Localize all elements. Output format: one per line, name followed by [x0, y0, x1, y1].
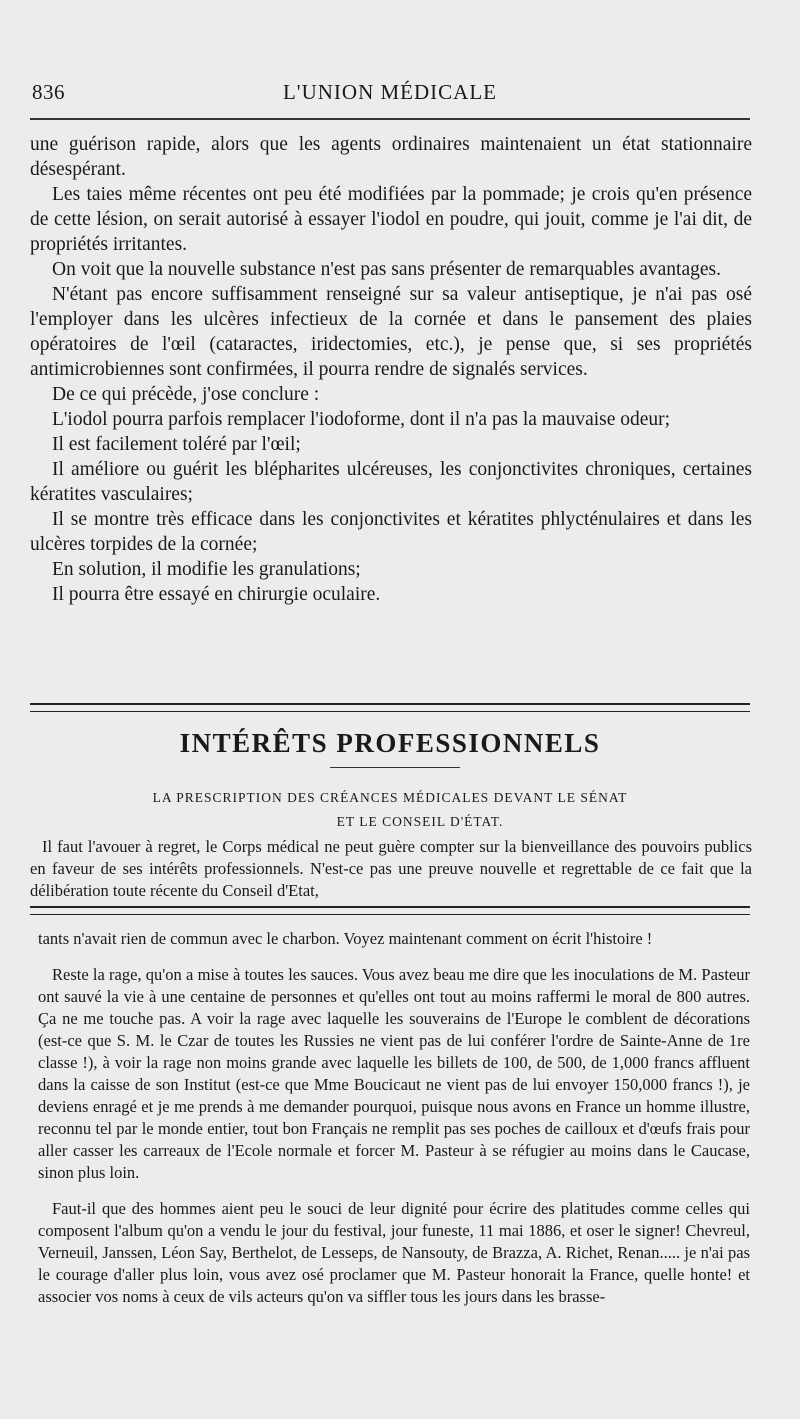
section-subtitle: LA PRESCRIPTION DES CRÉANCES MÉDICALES DEVANT LE SÉNAT [152, 790, 628, 805]
page-header [30, 80, 750, 110]
paragraph: Reste la rage, qu'on a mise à toutes les sauces. Vous avez beau me dire que les inoculations de M. Pasteur ont sauvé la vie à une centaine de personnes et qu'elles ont tout au moins raffermi le moral de 800 autres. Ça ne me touche pas. A voir la rage avec laquelle les souverains de l'Europe le comblent de décorations (est-ce que S. M. le Czar de toutes les Russies ne vient pas de lui conférer l'ordre de Sainte-Anne de 1re classe !), à voir la rage non moins grande avec laquelle les billets de 100, de 500, de 1,000 francs affluent dans la caisse de son Institut (est-ce que Mme Boucicaut ne vient pas de lui envoyer 150,000 francs !), je deviens enragé et je me prends à me demander pourquoi, puisque nous avons en France un homme illustre, reconnu tel par le monde entier, tout bon Français ne remplit pas ses poches de cailloux et d'œufs frais pour aller casser les carreaux de l'Ecole normale et forcer M. Pasteur à se réfugier au moins dans le Caucase, sinon plus loin. [38, 965, 750, 1182]
conclusion-item: Il améliore ou guérit les blépharites ulcéreuses, les conjonctivites chroniques, certaines kératites vasculaires; [30, 459, 752, 505]
conclusion-item: En solution, il modifie les granulations; [52, 559, 361, 580]
paragraph: Les taies même récentes ont peu été modifiées par la pommade; je crois qu'en présence de cette lésion, on serait autorisé à essayer l'iodol en poudre, qui jouit, comme je l'ai dit, de propriétés irritantes. [30, 184, 752, 255]
section-divider [30, 703, 750, 712]
conclusion-item: L'iodol pourra parfois remplacer l'iodoforme, dont il n'a pas la mauvaise odeur; [52, 409, 671, 430]
paragraph: Il faut l'avouer à regret, le Corps médical ne peut guère compter sur la bienveillance des pouvoirs publics en faveur de ses intérêts professionnels. N'est-ce pas une preuve nouvelle et regrettable de ce fait que la délibération toute récente du Conseil d'Etat, [30, 837, 752, 900]
page-number: 836 [32, 80, 65, 104]
feuilleton-body [38, 928, 750, 1322]
section-title: INTÉRÊTS PROFESSIONNELS [179, 728, 601, 758]
title-underline [330, 767, 460, 768]
section-subtitle-line2: ET LE CONSEIL D'ÉTAT. [336, 814, 504, 829]
feuilleton-divider [30, 906, 750, 915]
paragraph: On voit que la nouvelle substance n'est pas sans présenter de remarquables avantages. [52, 259, 721, 280]
paragraph: tants n'avait rien de commun avec le charbon. Voyez maintenant comment on écrit l'histoire ! [38, 929, 653, 948]
conclusion-item: Il est facilement toléré par l'œil; [52, 434, 301, 455]
header-rule [30, 118, 750, 120]
paragraph: N'étant pas encore suffisamment renseigné sur sa valeur antiseptique, je n'ai pas osé l'employer dans les ulcères infectieux de la cornée et dans le pansement des plaies opératoires de l'œil (cataractes, iridectomies, etc.), je pense que, si ses propriétés antimicrobiennes sont confirmées, il pourra rendre de signalés services. [30, 284, 752, 380]
section-body [30, 836, 752, 902]
conclusion-item: Il pourra être essayé en chirurgie oculaire. [52, 584, 381, 605]
article-body [30, 132, 752, 607]
running-title: L'UNION MÉDICALE [282, 80, 497, 104]
conclusion-item: Il se montre très efficace dans les conjonctivites et kératites phlycténulaires et dans les ulcères torpides de la cornée; [30, 509, 752, 555]
paragraph: Faut-il que des hommes aient peu le souci de leur dignité pour écrire des platitudes comme celles qui composent l'album qu'on a vendu le jour du festival, jour funeste, 11 mai 1886, et oser le signer! Chevreul, Verneuil, Janssen, Léon Say, Berthelot, de Lesseps, de Nansouty, de Brazza, A. Richet, Renan..... je n'ai pas le courage d'aller plus loin, vous avez osé proclamer que M. Pasteur honorait la France, quelle honte! et associer vos noms à ceux de vils acteurs qu'on va siffler tous les jours dans les brasse- [38, 1199, 750, 1306]
paragraph: De ce qui précède, j'ose conclure : [52, 384, 320, 405]
paragraph: une guérison rapide, alors que les agents ordinaires maintenaient un état stationnaire désespérant. [30, 134, 752, 180]
